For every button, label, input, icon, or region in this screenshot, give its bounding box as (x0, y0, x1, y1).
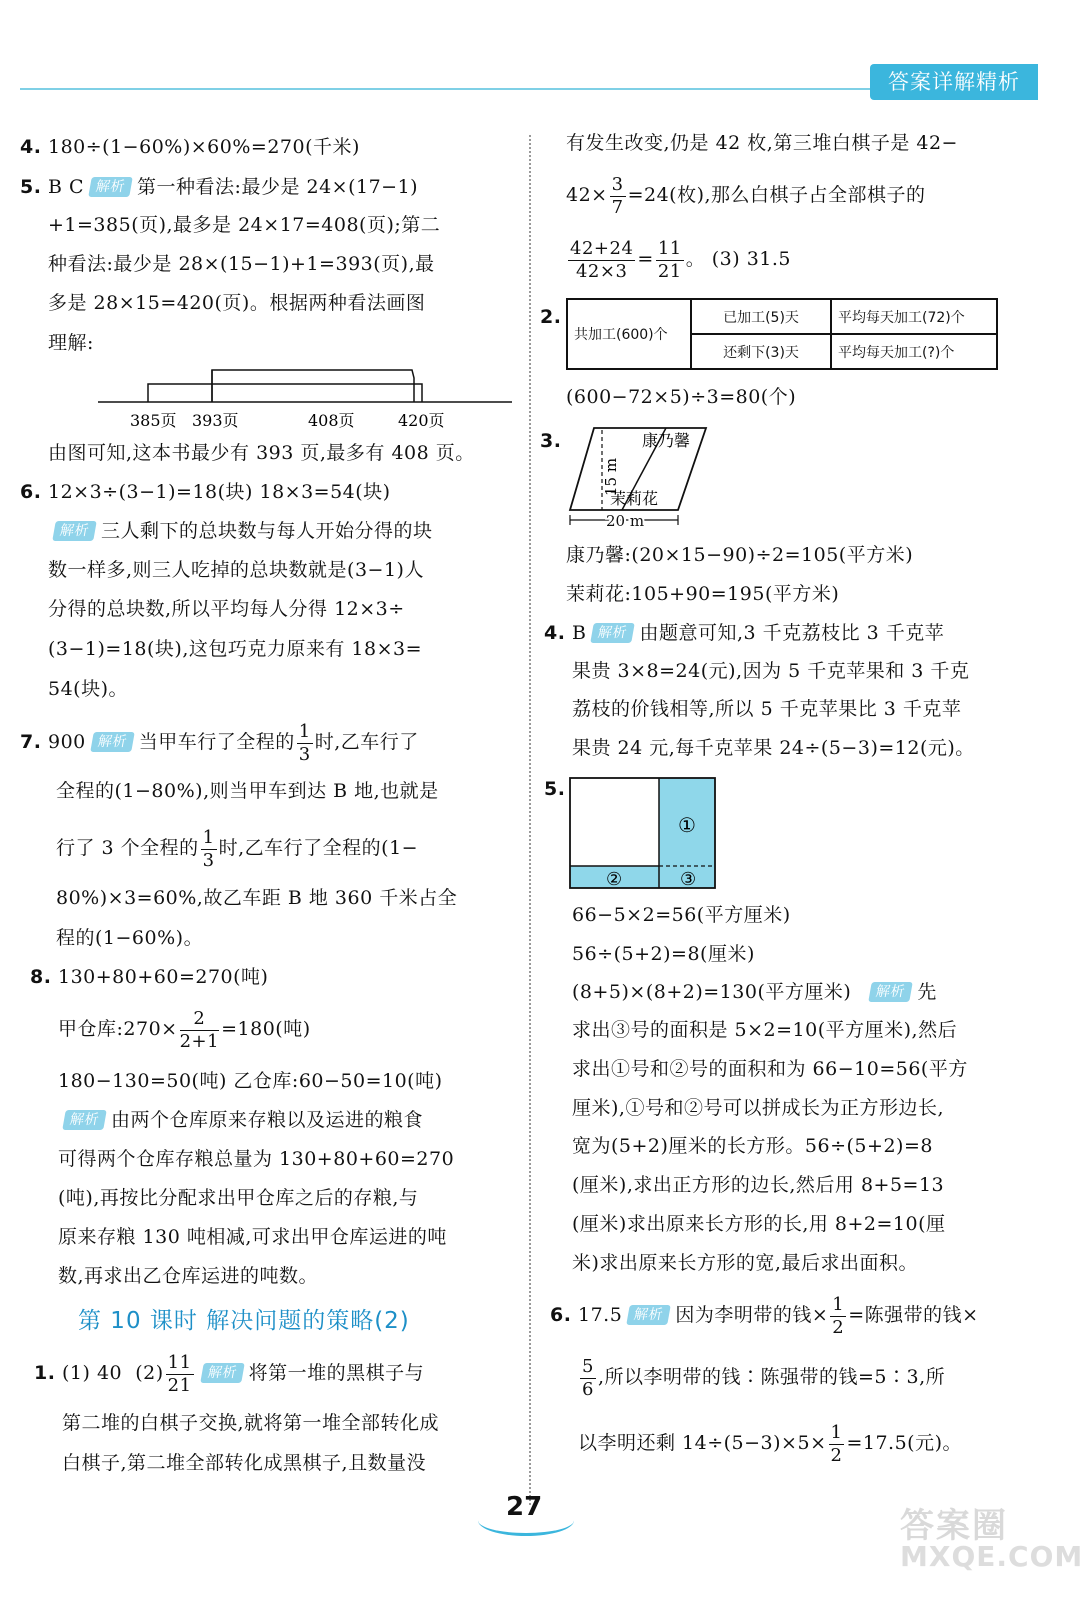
region-2: ② (606, 869, 623, 890)
table-cell-daily-unknown: 平均每天加工(?)个 (831, 334, 997, 369)
axis-label-385: 385页 (130, 411, 177, 430)
answer-1-line2: 第二堆的白棋子交换,就将第一堆全部转化成 (62, 1412, 440, 1434)
answer-8-line5: (吨),再按比分配求出甲仓库之后的存粮,与 (58, 1187, 419, 1209)
answer-8-line6: 原来存粮 130 吨相减,可求出甲仓库运进的吨 (58, 1226, 447, 1248)
answer-8-line2: 180−130=50(吨) 乙仓库:60−50=10(吨) (58, 1070, 443, 1092)
header-tab: 答案详解精析 (870, 64, 1038, 100)
answer-4: 4. 180÷(1−60%)×60%=270(千米) (20, 136, 360, 158)
answer-5-line4: 多是 28×15=420(页)。根据两种看法画图 (48, 292, 426, 314)
answer-7-line3: 行了 3 个全程的 $\frac{1}{3}$ 时,乙车行了全程的(1− (56, 826, 419, 871)
answer-3-line1: 康乃馨:(20×15−90)÷2=105(平方米) (566, 544, 914, 566)
column-divider (529, 135, 531, 1505)
answer-6r-line2: $\frac{5}{6}$ ,所以李明带的钱∶陈强带的钱=5∶3,所 (582, 1355, 946, 1400)
table-cell-remain-days: 还剩下(3)天 (691, 334, 831, 369)
answer-5-line1: 5. B C 解析 第一种看法:最少是 24×(17−1) (20, 176, 419, 198)
answer-5r-line7: 宽为(5+2)厘米的长方形。56÷(5+2)=8 (572, 1135, 933, 1157)
q3-number: 3. (540, 430, 562, 452)
region-3: ③ (680, 869, 697, 890)
work-table (566, 298, 998, 370)
answer-6-line3: 分得的总块数,所以平均每人分得 12×3÷ (48, 598, 405, 620)
answer-6-line2: 数一样多,则三人吃掉的总块数就是(3−1)人 (48, 559, 424, 581)
page-range-diagram (96, 364, 516, 434)
cont-line3: $\frac{42+24}{42\times 3}$ = $\frac{11}{21}$ 。 (3) 31.5 (570, 237, 792, 282)
answer-5r-line2: 56÷(5+2)=8(厘米) (572, 943, 755, 965)
answer-7-line4: 80%)×3=60%,故乙车距 B 地 360 千米占全 (56, 887, 458, 909)
answer-1-line1: 1. (1) 40 (2) $\frac{11}{21}$ 解析 将第一堆的黑棋子与 (34, 1351, 425, 1396)
answer-5r-line4: 求出③号的面积是 5×2=10(平方厘米),然后 (572, 1019, 958, 1041)
answer-5-line5: 理解: (48, 332, 94, 354)
watermark-logo: 答案圈 (900, 1506, 1008, 1546)
header-rule (20, 88, 870, 90)
answer-8-line4: 可得两个仓库存粮总量为 130+80+60=270 (58, 1148, 455, 1170)
answer-7-line1: 7. 900 解析 当甲车行了全程的 $\frac{1}{3}$ 时,乙车行了 (20, 720, 419, 765)
answer-4r-line1: 4. B 解析 由题意可知,3 千克荔枝比 3 千克苹 (544, 622, 945, 644)
label-carnation: 康乃馨 (642, 431, 691, 450)
table-cell-done-days: 已加工(5)天 (691, 299, 831, 334)
label-width: 20 m (606, 512, 645, 530)
answer-6-line1: 解析 三人剩下的总块数与每人开始分得的块 (48, 518, 433, 544)
answer-3-line2: 茉莉花:105+90=195(平方米) (566, 583, 840, 605)
answer-7-line2: 全程的(1−80%),则当甲车到达 B 地,也就是 (56, 780, 439, 802)
answer-2-eq: (600−72×5)÷3=80(个) (566, 386, 797, 408)
answer-5-line2: +1=385(页),最多是 24×17=408(页);第二 (48, 214, 441, 236)
answer-4r-line2: 果贵 3×8=24(元),因为 5 千克苹果和 3 千克 (572, 660, 970, 682)
region-1: ① (678, 813, 696, 837)
answer-7-line5: 程的(1−60%)。 (56, 927, 204, 949)
answer-5r-line9: (厘米)求出原来长方形的长,用 8+2=10(厘 (572, 1213, 946, 1235)
parallelogram-diagram (566, 424, 716, 534)
answer-8: 8. 130+80+60=270(吨) (30, 966, 269, 988)
answer-6r-line1: 6. 17.5 解析 因为李明带的钱× $\frac{1}{2}$ =陈强带的钱× (550, 1293, 979, 1338)
rectangle-diagram (568, 776, 720, 892)
answer-5-line3: 种看法:最少是 28×(15−1)+1=393(页),最 (48, 253, 435, 275)
label-height: 15 m (602, 457, 620, 496)
answer-5-line6: 由图可知,这本书最少有 393 页,最多有 408 页。 (48, 442, 475, 464)
q5-number: 5. (544, 778, 566, 800)
answer-5r-line8: (厘米),求出正方形的边长,然后用 8+5=13 (572, 1174, 945, 1196)
axis-label-393: 393页 (192, 411, 239, 430)
cont-line2: 42× $\frac{3}{7}$ =24(枚),那么白棋子占全部棋子的 (566, 173, 926, 218)
analysis-tag: 解析 (88, 177, 133, 197)
answer-5r-line6: 厘米),①号和②号可以拼成长为正方形边长, (572, 1097, 944, 1119)
cont-line1: 有发生改变,仍是 42 枚,第三堆白棋子是 42− (566, 132, 958, 154)
watermark-url: MXQE.COM (900, 1540, 1084, 1573)
answer-6-line4: (3−1)=18(块),这包巧克力原来有 18×3= (48, 638, 423, 660)
table-cell-total: 共加工(600)个 (567, 299, 691, 369)
answer-6-line5: 54(块)。 (48, 678, 129, 700)
axis-label-408: 408页 (308, 411, 355, 430)
answer-6r-line3: 以李明还剩 14÷(5−3)×5× $\frac{1}{2}$ =17.5(元)。 (578, 1421, 963, 1466)
lesson-title: 第 10 课时 解决问题的策略(2) (78, 1308, 410, 1334)
answer-6: 6. 12×3÷(3−1)=18(块) 18×3=54(块) (20, 481, 391, 503)
answer-8-line1: 甲仓库:270× $\frac{2}{2+1}$ =180(吨) (58, 1007, 311, 1052)
table-cell-daily-72: 平均每天加工(72)个 (831, 299, 997, 334)
answer-5r-line5: 求出①号和②号的面积和为 66−10=56(平方 (572, 1058, 968, 1080)
label-jasmine: 茉莉花 (610, 489, 659, 508)
answer-4r-line4: 果贵 24 元,每千克苹果 24÷(5−3)=12(元)。 (572, 737, 975, 759)
q2-number: 2. (540, 306, 562, 328)
answer-5r-line10: 米)求出原来长方形的宽,最后求出面积。 (572, 1252, 918, 1274)
answer-5r-line3: (8+5)×(8+2)=130(平方厘米) 解析 先 (572, 981, 937, 1003)
axis-label-420: 420页 (398, 411, 445, 430)
answer-8-line7: 数,再求出乙仓库运进的吨数。 (58, 1265, 319, 1287)
answer-1-line3: 白棋子,第二堆全部转化成黑棋子,且数量没 (62, 1452, 427, 1474)
page-number: 27 (506, 1492, 543, 1522)
answer-8-line3: 解析 由两个仓库原来存粮以及运进的粮食 (58, 1107, 423, 1133)
answer-4r-line3: 荔枝的价钱相等,所以 5 千克苹果比 3 千克苹 (572, 698, 962, 720)
answer-5r-line1: 66−5×2=56(平方厘米) (572, 904, 791, 926)
